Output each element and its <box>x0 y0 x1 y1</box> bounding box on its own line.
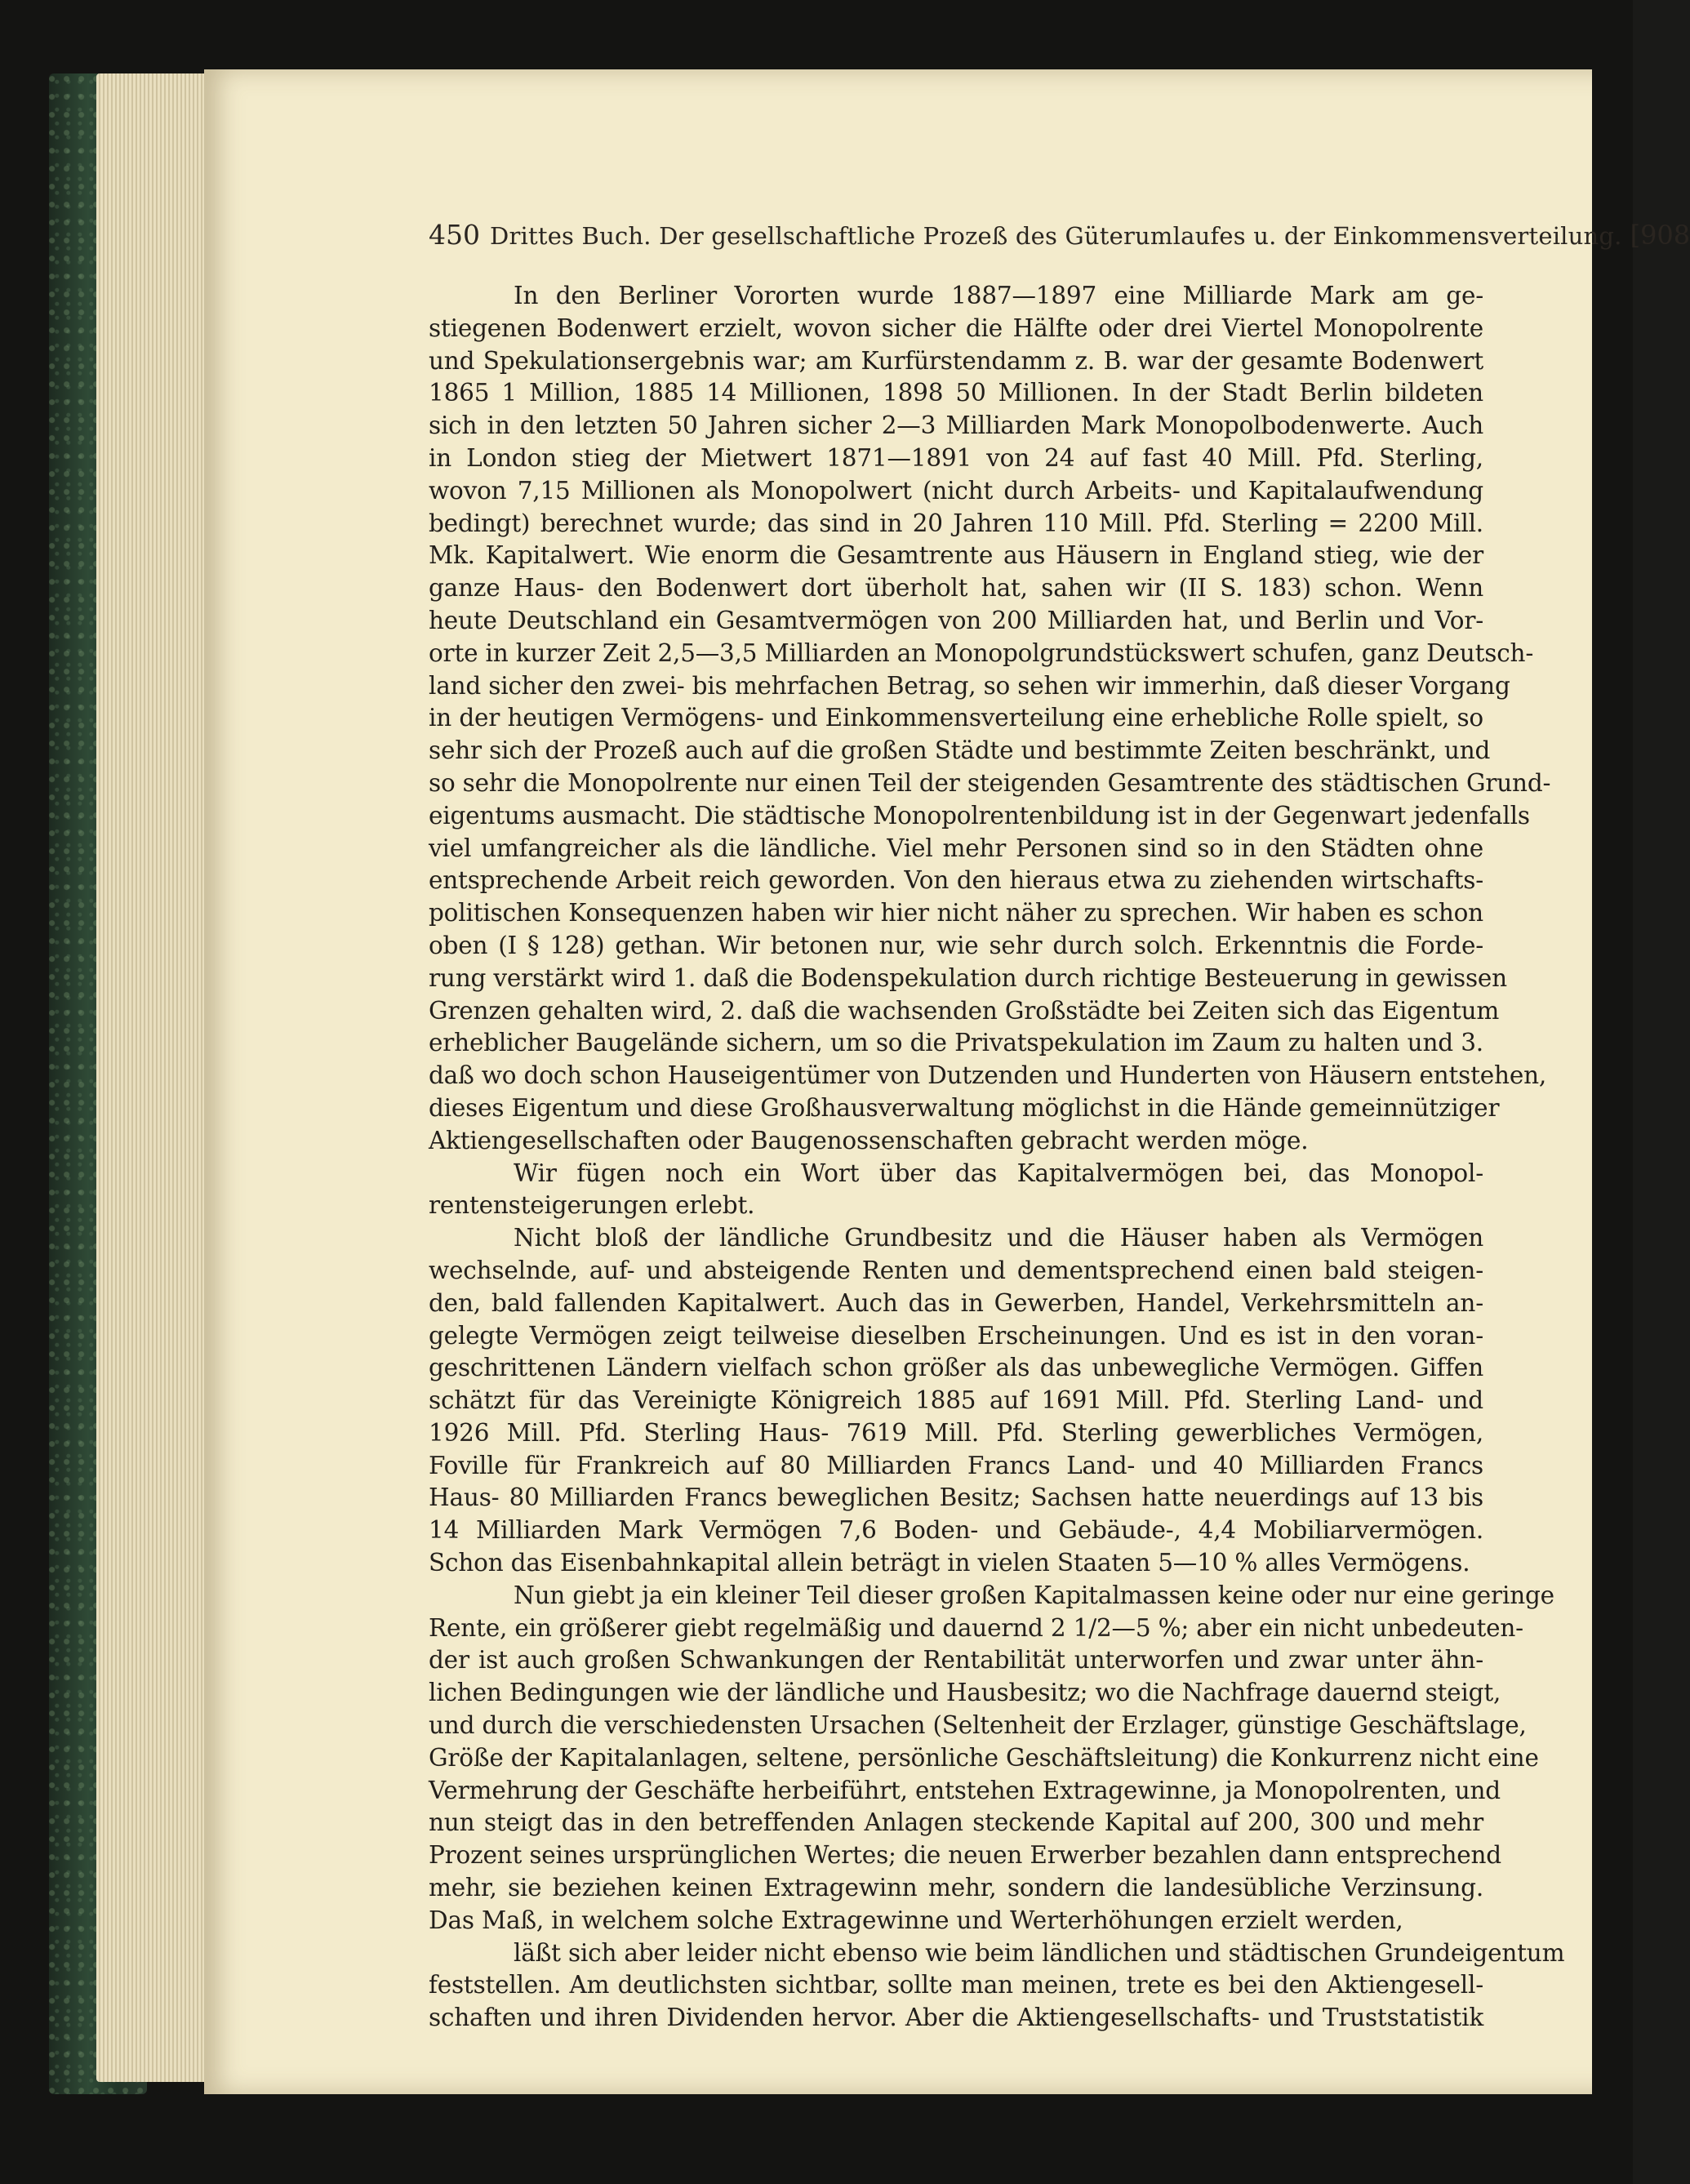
text-line: orte in kurzer Zeit 2,5—3,5 Milliarden an Monopolgrundstückswert schufen, ganz Deutsch- <box>429 638 1534 667</box>
text-line: Haus- 80 Milliarden Francs beweglichen Besitz; Sachsen hatte neuerdings auf 13 bis <box>429 1483 1483 1512</box>
text-line: Nun giebt ja ein kleiner Teil dieser großen Kapitalmassen keine oder nur eine geringe <box>514 1581 1554 1609</box>
section-number: [908 <box>1630 220 1690 251</box>
text-line: und Spekulationsergebnis war; am Kurfürstendamm z. B. war der gesamte Bodenwert <box>429 346 1483 375</box>
text-line: der ist auch großen Schwankungen der Rentabilität unterworfen und zwar unter ähn- <box>429 1646 1483 1675</box>
text-line: 1865 1 Million, 1885 14 Millionen, 1898 50 Millionen. In der Stadt Berlin bildeten <box>429 379 1483 407</box>
text-line: sehr sich der Prozeß auch auf die großen Städte und bestimmte Zeiten beschränkt, und <box>429 736 1491 765</box>
text-line: Rente, ein größerer giebt regelmäßig und dauernd 2 1/2—5 %; aber ein nicht unbedeuten- <box>429 1613 1523 1642</box>
text-line: Vermehrung der Geschäfte herbeiführt, entstehen Extragewinne, ja Monopolrenten, und <box>429 1776 1501 1804</box>
text-line: heute Deutschland ein Gesamtvermögen von 200 Milliarden hat, und Berlin und Vor- <box>429 606 1483 634</box>
text-line: bedingt) berechnet wurde; das sind in 20 Jahren 110 Mill. Pfd. Sterling = 2200 Mill. <box>429 509 1483 537</box>
text-line: Foville für Frankreich auf 80 Milliarden Francs Land- und 40 Milliarden Francs <box>429 1451 1483 1479</box>
body-text <box>429 280 1565 2067</box>
text-line: den, bald fallenden Kapitalwert. Auch das in Gewerben, Handel, Verkehrsmitteln an- <box>429 1288 1483 1317</box>
text-line: in London stieg der Mietwert 1871—1891 von 24 auf fast 40 Mill. Pfd. Sterling, <box>429 443 1483 472</box>
text-line: schaften und ihren Dividenden hervor. Aber die Aktiengesellschafts- und Truststatistik <box>429 2004 1483 2032</box>
text-line: Grenzen gehalten wird, 2. daß die wachsenden Großstädte bei Zeiten sich das Eigentum <box>429 996 1500 1025</box>
text-line: feststellen. Am deutlichsten sichtbar, sollte man meinen, trete es bei den Aktiengesell- <box>429 1971 1483 1999</box>
text-line: schätzt für das Vereinigte Königreich 1885 auf 1691 Mill. Pfd. Sterling Land- und <box>429 1386 1483 1415</box>
text-line: daß wo doch schon Hauseigentümer von Dutzenden und Hunderten von Häusern entstehen, <box>429 1061 1547 1090</box>
text-line: Prozent seines ursprünglichen Wertes; die neuen Erwerber bezahlen dann entsprechend <box>429 1841 1501 1870</box>
text-line: 1926 Mill. Pfd. Sterling Haus- 7619 Mill. Pfd. Sterling gewerbliches Vermögen, <box>429 1418 1483 1447</box>
text-line: lichen Bedingungen wie der ländliche und Hausbesitz; wo die Nachfrage dauernd steigt, <box>429 1679 1501 1707</box>
text-line <box>429 2035 1483 2067</box>
text-line: politischen Konsequenzen haben wir hier nicht näher zu sprechen. Wir haben es schon <box>429 899 1483 927</box>
text-line: entsprechende Arbeit reich geworden. Von den hieraus etwa zu ziehenden wirtschafts- <box>429 866 1483 895</box>
text-line: Aktiengesellschaften oder Baugenossenschaften gebracht werden möge. <box>429 1126 1309 1154</box>
text-line: wovon 7,15 Millionen als Monopolwert (nicht durch Arbeits- und Kapitalaufwendung <box>429 476 1483 505</box>
text-line: viel umfangreicher als die ländliche. Viel mehr Personen sind so in den Städten ohne <box>429 834 1483 862</box>
page-number: 450 <box>429 219 480 251</box>
text-line: rung verstärkt wird 1. daß die Bodenspekulation durch richtige Besteuerung in gewissen <box>429 963 1507 992</box>
text-line: In den Berliner Vororten wurde 1887—1897 eine Milliarde Mark am ge- <box>514 282 1483 309</box>
running-head <box>429 219 1690 251</box>
text-line: sich in den letzten 50 Jahren sicher 2—3 Milliarden Mark Monopolbodenwerte. Auch <box>429 411 1483 440</box>
text-line: Größe der Kapitalanlagen, seltene, persönliche Geschäftsleitung) die Konkurrenz nicht eine <box>429 1743 1539 1772</box>
text-line: läßt sich aber leider nicht ebenso wie beim ländlichen und städtischen Grundeigentum <box>514 1938 1565 1967</box>
text-line: gelegte Vermögen zeigt teilweise dieselben Erscheinungen. Und es ist in den voran- <box>429 1321 1483 1350</box>
text-line: erheblicher Baugelände sichern, um so die Privatspekulation im Zaum zu halten und 3. <box>429 1029 1483 1057</box>
page-gutter-shadow <box>1592 69 1612 2094</box>
text-line: in der heutigen Vermögens- und Einkommensverteilung eine erhebliche Rolle spielt, so <box>429 704 1483 732</box>
text-line: nun steigt das in den betreffenden Anlagen steckende Kapital auf 200, 300 und mehr <box>429 1808 1483 1837</box>
text-line: ganze Haus- den Bodenwert dort überholt hat, sahen wir (II S. 183) schon. Wenn <box>429 574 1483 603</box>
text-line: Nicht bloß der ländliche Grundbesitz und die Häuser haben als Vermögen <box>514 1224 1483 1252</box>
text-line: Wir fügen noch ein Wort über das Kapitalvermögen bei, das Monopol- <box>514 1159 1483 1187</box>
text-line: stiegenen Bodenwert erzielt, wovon sicher die Hälfte oder drei Viertel Monopolrente <box>429 314 1483 342</box>
text-line: oben (I § 128) gethan. Wir betonen nur, wie sehr durch solch. Erkenntnis die Forde- <box>429 931 1483 959</box>
text-line: Das Maß, in welchem solche Extragewinne und Werterhöhungen erzielt werden, <box>429 1906 1403 1934</box>
text-line: land sicher den zwei- bis mehrfachen Betrag, so sehen wir immerhin, daß dieser Vorgang <box>429 671 1510 700</box>
running-head-title: Drittes Buch. Der gesellschaftliche Prozeß des Güterumlaufes u. der Einkommensverteilung. <box>490 222 1622 250</box>
text-line: dieses Eigentum und diese Großhausverwaltung möglichst in die Hände gemeinnütziger <box>429 1093 1500 1122</box>
text-line: und durch die verschiedensten Ursachen (Seltenheit der Erzlager, günstige Geschäftslage, <box>429 1711 1527 1740</box>
text-line: mehr, sie beziehen keinen Extragewinn mehr, sondern die landesübliche Verzinsung. <box>429 1874 1483 1902</box>
text-line: 14 Milliarden Mark Vermögen 7,6 Boden- und Gebäude-, 4,4 Mobiliarvermögen. <box>429 1516 1483 1545</box>
text-line: Schon das Eisenbahnkapital allein beträgt in vielen Staaten 5—10 % alles Vermögens. <box>429 1549 1470 1577</box>
text-line: eigentums ausmacht. Die städtische Monopolrentenbildung ist in der Gegenwart jedenfalls <box>429 801 1530 830</box>
text-line: Mk. Kapitalwert. Wie enorm die Gesamtrente aus Häusern in England stieg, wie der <box>429 541 1483 570</box>
text-line: rentensteigerungen erlebt. <box>429 1191 755 1220</box>
text-line: geschrittenen Ländern vielfach schon größer als das unbewegliche Vermögen. Giffen <box>429 1354 1483 1382</box>
text-line: so sehr die Monopolrente nur einen Teil der steigenden Gesamtrente des städtischen Grund- <box>429 768 1551 797</box>
text-line: wechselnde, auf- und absteigende Renten und dementsprechend einen bald steigen- <box>429 1256 1483 1284</box>
